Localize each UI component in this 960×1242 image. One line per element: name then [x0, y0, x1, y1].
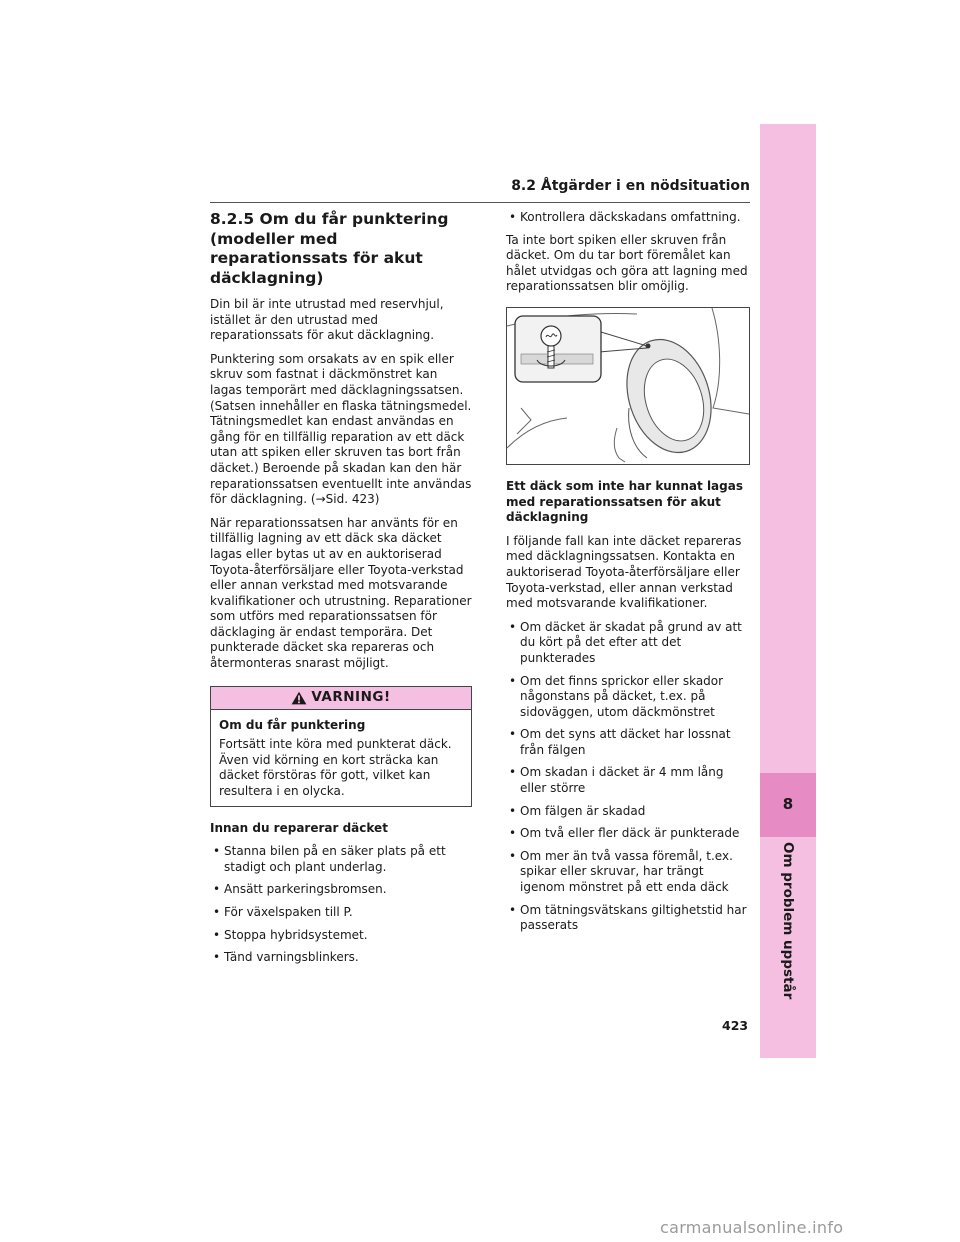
list-item: • Om däcket är skadat på grund av att du kört på det efter att det punkterades — [506, 620, 750, 667]
watermark: carmanualsonline.info — [660, 1218, 844, 1237]
warning-body — [211, 710, 471, 806]
list-item: • Om två eller fler däck är punkterade — [506, 826, 750, 842]
chapter-title: Om problem uppstår — [780, 842, 796, 1000]
page-reference-link[interactable]: →Sid. 423 — [315, 492, 375, 507]
warning-icon — [291, 691, 307, 705]
warning-header — [211, 687, 471, 710]
list-item: • Stanna bilen på en säker plats på ett stadigt och plant underlag. — [210, 844, 472, 875]
tire-illustration-svg — [507, 308, 749, 464]
cannot-repair-paragraph: I följande fall kan inte däcket repareras med däcklagningssatsen. Kontakta en auktoriserad Toyota-återförsäljare eller Toyota-verkstad, eller annan verkstad med motsvarande kvalifikationer. — [506, 533, 742, 611]
cannot-repair-list — [506, 620, 750, 934]
list-item: • Om skadan i däcket är 4 mm lång eller större — [506, 765, 750, 796]
list-item: • För växelspaken till P. — [210, 905, 472, 921]
cannot-repair-heading: Ett däck som inte har kunnat lagas med reparationssatsen för akut däcklagning — [506, 478, 743, 525]
right-column — [506, 210, 750, 941]
before-repair-heading: Innan du reparerar däcket — [210, 820, 388, 835]
list-item: • Stoppa hybridsystemet. — [210, 928, 472, 944]
repair-paragraph: När reparationssatsen har använts för en tillfällig lagning av ett däck ska däcket lagas eller bytas ut av en auktoriserad Toyota-återförsäljare eller Toyota-verkstad eller annan verkstad med motsvarande kvalifikationer och utrustning. Reparationer som utförs med reparationssatsen för däcklaging är endast temporära. Det punkterade däcket ska repareras och återmonteras snarast möjligt. — [210, 515, 472, 671]
list-item: • Om fälgen är skadad — [506, 804, 750, 820]
warning-subhead: Om du får punktering — [219, 717, 366, 732]
section-title: 8.2 Åtgärder i en nödsituation — [511, 178, 750, 194]
page-number: 423 — [722, 1018, 749, 1033]
list-item: • Tänd varningsblinkers. — [210, 950, 472, 966]
check-list — [506, 210, 750, 226]
warning-label: VARNING! — [311, 688, 391, 705]
list-item: • Om tätningsvätskans giltighetstid har passerats — [506, 903, 750, 934]
list-item: • Om det finns sprickor eller skador någonstans på däcket, t.ex. på sidoväggen, utom däckmönstret — [506, 674, 750, 721]
list-item: • Ansätt parkeringsbromsen. — [210, 882, 472, 898]
puncture-paragraph: Punktering som orsakats av en spik eller skruv som fastnat i däckmönstret kan lagas temporärt med däcklagningssatsen. (Satsen innehåller en flaska tätningsmedel. Tätningsmedlet kan endast användas en gång för en tillfällig reparation av ett däck utan att spiken eller skruven tas bort från däcket.) Beroende på skadan kan den här reparationssatsen eventuellt inte användas för däcklagning. (→Sid. 423) — [210, 351, 472, 507]
warning-box — [210, 686, 472, 807]
list-item: • Kontrollera däckskadans omfattning. — [506, 210, 750, 226]
header-divider — [210, 202, 750, 203]
section-heading: 8.2.5 Om du får punktering (modeller med reparationssats för akut däcklagning) — [210, 210, 449, 287]
tire-nail-illustration — [506, 307, 750, 465]
before-repair-list — [210, 844, 472, 966]
nail-paragraph: Ta inte bort spiken eller skruven från däcket. Om du tar bort föremålet kan hålet utvidgas och göra att lagning med reparationssatsen blir omöjlig. — [506, 232, 748, 294]
left-column — [210, 210, 472, 973]
chapter-number: 8 — [782, 795, 794, 813]
list-item: • Om det syns att däcket har lossnat från fälgen — [506, 727, 750, 758]
intro-paragraph: Din bil är inte utrustad med reservhjul, istället är den utrustad med reparationssats för akut däcklagning. — [210, 297, 444, 343]
list-item: • Om mer än två vassa föremål, t.ex. spikar eller skruvar, har trängt igenom mönstret på ett enda däck — [506, 849, 750, 896]
warning-text: Fortsätt inte köra med punkterat däck. Även vid körning en kort sträcka kan däcket förstöras för gott, vilket kan resultera i en olycka. — [219, 737, 452, 799]
